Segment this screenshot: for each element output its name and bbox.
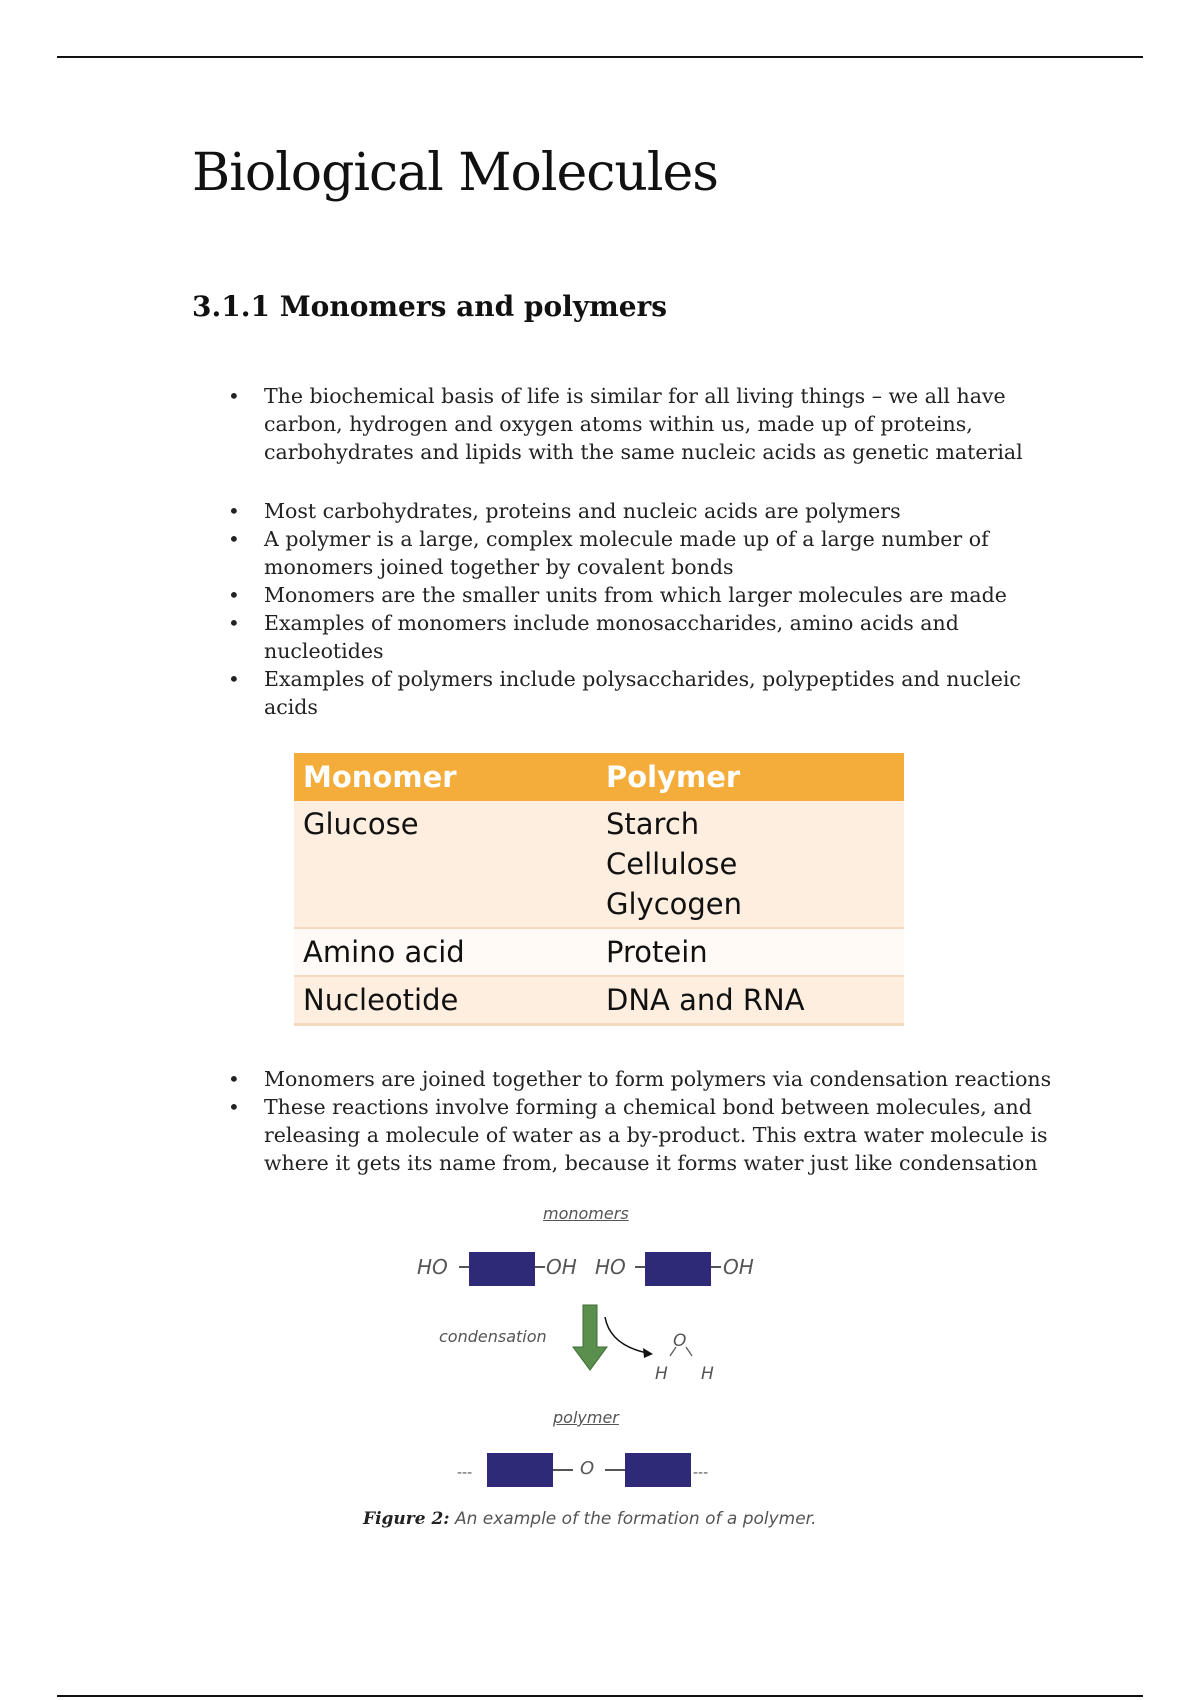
table-cell-polymer: DNA and RNA: [597, 976, 904, 1025]
table-row: [294, 928, 904, 976]
monomer-block: [469, 1252, 535, 1286]
table-cell-polymer: Protein: [597, 928, 904, 976]
top-rule: [57, 56, 1143, 58]
list-item: • Monomers are the smaller units from which larger molecules are made: [228, 581, 1058, 609]
list-item: • These reactions involve forming a chemical bond between molecules, and releasing a molecule of water as a by-product. This extra water molecule is where it gets its name from, because it forms water just like condensation: [228, 1093, 1058, 1177]
table-cell-monomer: Nucleotide: [294, 976, 597, 1025]
table-header-monomer: Monomer: [294, 753, 597, 801]
list-item: • Examples of polymers include polysaccharides, polypeptides and nucleic acids: [228, 665, 1058, 721]
monomers-label: monomers: [543, 1204, 629, 1223]
polymer-value: Glycogen: [606, 887, 743, 921]
table-cell-monomer: Amino acid: [294, 928, 597, 976]
list-item: • Examples of monomers include monosaccharides, amino acids and nucleotides: [228, 609, 1058, 665]
curved-arrow-icon: [605, 1317, 647, 1353]
polymer-block: [625, 1453, 691, 1487]
polymer-block: [487, 1453, 553, 1487]
bottom-rule: [57, 1695, 1143, 1697]
list-item: • Monomers are joined together to form polymers via condensation reactions: [228, 1065, 1058, 1093]
table-header-polymer: Polymer: [597, 753, 904, 801]
hydrogen-label: H: [655, 1364, 668, 1384]
condensation-label: condensation: [439, 1327, 547, 1346]
oxygen-label: O: [673, 1331, 687, 1351]
list-item: • The biochemical basis of life is similar for all living things – we all have carbon, hydrogen and oxygen atoms within us, made up of proteins, carbohydrates and lipids with the same nucleic acids as genetic material: [228, 382, 1058, 466]
dashed-bond: ---: [693, 1465, 709, 1481]
table-row: [294, 801, 904, 928]
monomer-polymer-table: [294, 753, 904, 1026]
ho-label: HO: [417, 1255, 448, 1279]
figure-caption-text: An example of the formation of a polymer.: [454, 1509, 817, 1529]
table-row: [294, 976, 904, 1025]
polymer-label: polymer: [553, 1408, 619, 1427]
condensation-diagram: [405, 1195, 825, 1535]
diagram-graphic: [405, 1195, 825, 1515]
main-bullet-list: [228, 497, 1058, 721]
oh-label: OH: [546, 1255, 577, 1279]
arrowhead-icon: [643, 1348, 653, 1358]
polymer-value: Starch: [606, 807, 700, 841]
monomer-block: [645, 1252, 711, 1286]
condensation-bullet-list: [228, 1065, 1058, 1177]
table-cell-monomer: Glucose: [294, 801, 597, 928]
oh-label: OH: [723, 1255, 754, 1279]
condensation-arrow-icon: [573, 1305, 607, 1370]
oxygen-bond-label: O: [580, 1458, 595, 1479]
figure-caption-prefix: Figure 2:: [363, 1509, 450, 1529]
list-item: • Most carbohydrates, proteins and nucleic acids are polymers: [228, 497, 1058, 525]
dashed-bond: ---: [457, 1465, 473, 1481]
figure-caption: [363, 1509, 817, 1529]
list-item: • A polymer is a large, complex molecule made up of a large number of monomers joined together by covalent bonds: [228, 525, 1058, 581]
polymer-value: Cellulose: [606, 847, 738, 881]
intro-bullet-list: [228, 382, 1058, 466]
section-heading: 3.1.1 Monomers and polymers: [192, 290, 668, 323]
bond-line: [686, 1347, 692, 1356]
table-cell-polymer: [597, 801, 904, 928]
page-title: Biological Molecules: [192, 143, 718, 203]
ho-label: HO: [595, 1255, 626, 1279]
hydrogen-label: H: [701, 1364, 714, 1384]
